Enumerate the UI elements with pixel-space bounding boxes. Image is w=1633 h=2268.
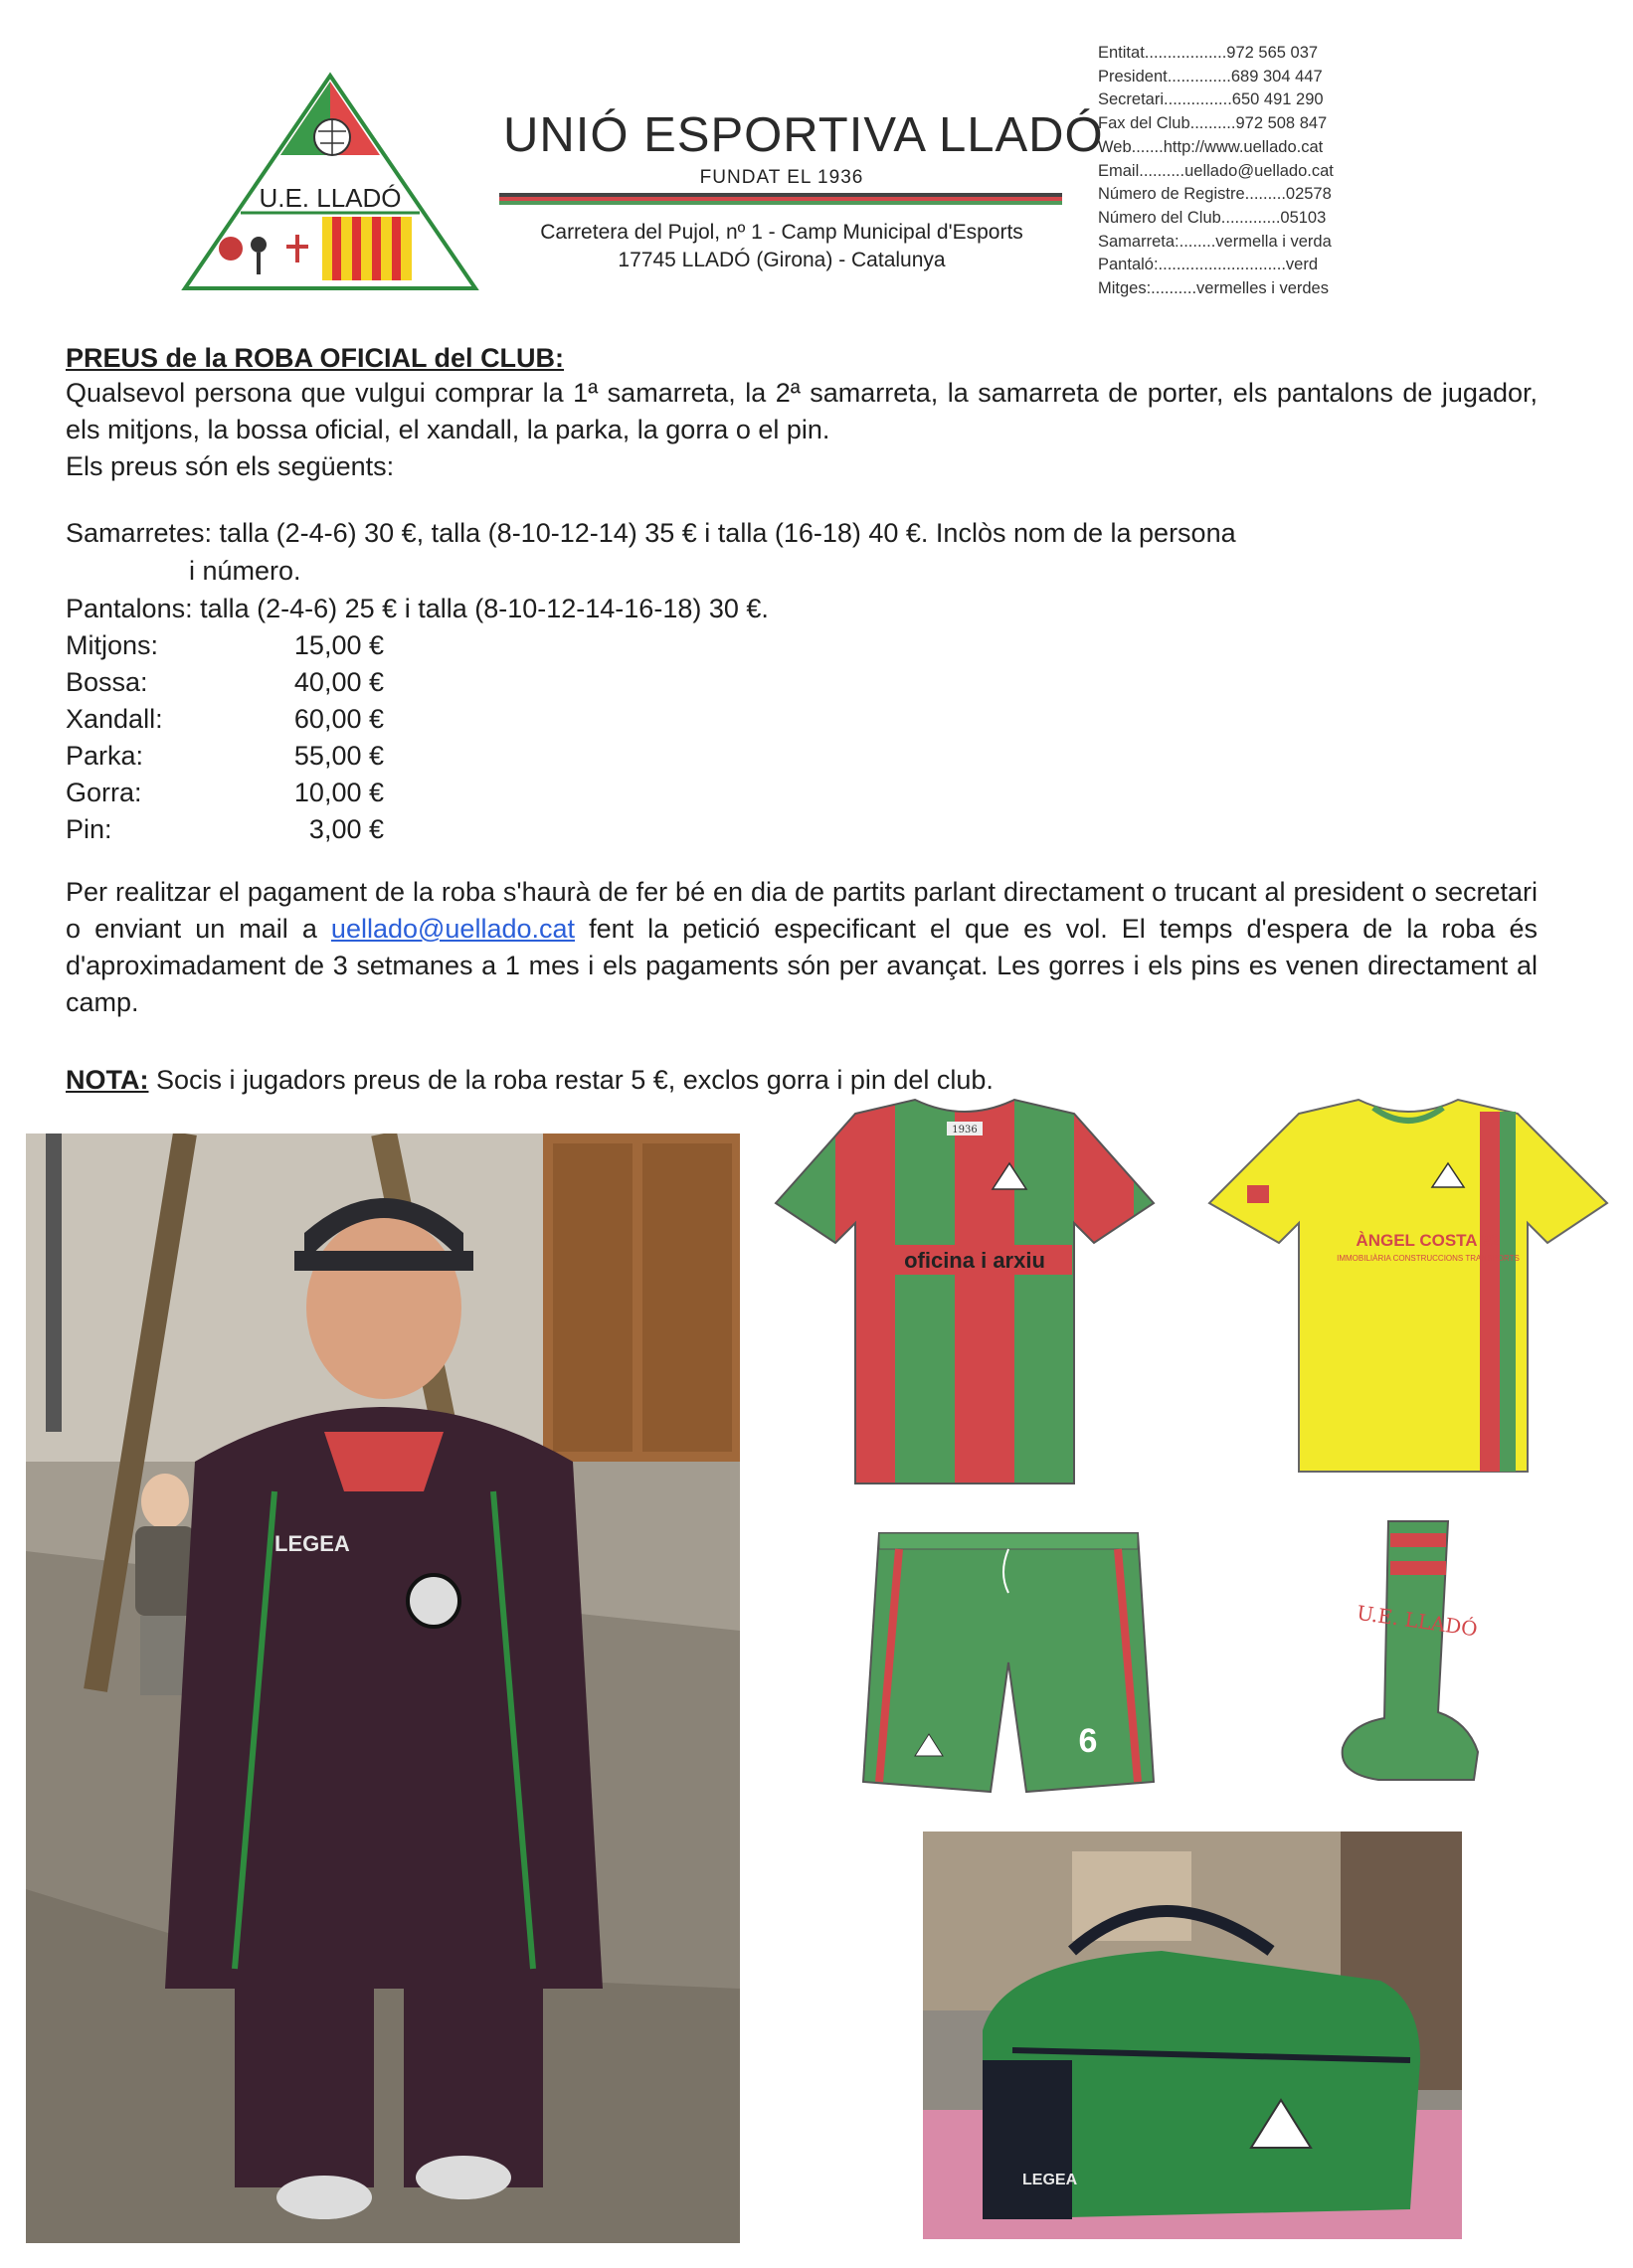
price-value: 15,00 €	[293, 630, 384, 660]
price-label: Mitjons:	[66, 630, 159, 660]
address-line-2: 17745 LLADÓ (Girona) - Catalunya	[618, 249, 946, 271]
price-shirts: Samarretes: talla (2-4-6) 30 €, talla (8-10-12-14) 35 € i talla (16-18) 40 €. Inclòs nom de la persona	[66, 518, 1236, 548]
intro-paragraph: Qualsevol persona que vulgui comprar la 1ª samarreta, la 2ª samarreta, la samarreta de porter, els pantalons de jugador, els mitjons, la bossa oficial, el xandall, la parka, la gorra o el pin.	[66, 378, 1538, 444]
home-shirt-sponsor: oficina i arxiu	[904, 1248, 1045, 1273]
email-link[interactable]: uellado@uellado.cat	[330, 914, 576, 944]
shorts-image	[859, 1503, 1158, 1816]
away-shirt-image	[1199, 1094, 1617, 1491]
price-label: Bossa:	[66, 667, 148, 697]
page-heading: PREUS de la ROBA OFICIAL del CLUB:	[66, 343, 565, 373]
note-label: NOTA:	[66, 1065, 149, 1095]
sock-label: U.E. LLADÓ	[1355, 1600, 1480, 1642]
shorts-number: 6	[1078, 1722, 1098, 1760]
price-value: 55,00 €	[293, 741, 384, 771]
address-line-1: Carretera del Pujol, nº 1 - Camp Municipal d'Esports	[540, 221, 1023, 244]
info-line: President..............689 304 447	[1098, 67, 1323, 86]
club-name: UNIÓ ESPORTIVA LLADÓ	[503, 108, 1104, 162]
info-line: Samarreta:........vermella i verda	[1098, 232, 1332, 251]
price-shirts-continued: i número.	[189, 556, 301, 586]
shirt-year-label: 1936	[952, 1125, 978, 1135]
price-item	[66, 664, 384, 701]
club-color-stripe	[499, 193, 1062, 205]
price-label: Pin:	[66, 814, 112, 844]
price-item	[66, 811, 384, 848]
price-value: 3,00 €	[308, 814, 384, 844]
logo-text: U.E. LLADÓ	[259, 183, 402, 213]
price-item	[66, 738, 384, 775]
note-text: Socis i jugadors preus de la roba restar 5 €, exclos gorra i pin del club.	[148, 1065, 994, 1095]
price-shorts: Pantalons: talla (2-4-6) 25 € i talla (8-10-12-14-16-18) 30 €.	[66, 594, 769, 623]
info-line: Fax del Club..........972 508 847	[1098, 114, 1328, 133]
jacket-brand: LEGEA	[274, 1531, 350, 1556]
price-value: 40,00 €	[293, 667, 384, 697]
price-label: Parka:	[66, 741, 144, 771]
home-shirt-image	[766, 1094, 1164, 1491]
info-line: Número de Registre.........02578	[1098, 185, 1332, 204]
intro-prices-line: Els preus són els següents:	[66, 451, 395, 481]
info-line: Web.......http://www.uellado.cat	[1098, 137, 1324, 156]
price-value: 60,00 €	[293, 704, 384, 734]
contact-info	[1098, 42, 1396, 301]
price-label: Gorra:	[66, 778, 142, 807]
price-item	[66, 775, 384, 811]
bag-photo	[923, 1832, 1462, 2239]
price-label: Xandall:	[66, 704, 163, 734]
info-line: Pantaló:............................verd	[1098, 256, 1319, 274]
club-logo	[181, 72, 479, 292]
away-shirt-sponsor-sub: IMMOBILIÀRIA CONSTRUCCIONS TRANSPORTS	[1337, 1254, 1520, 1263]
price-item	[66, 627, 384, 664]
info-line: Secretari...............650 491 290	[1098, 90, 1324, 109]
founded-label: FUNDAT EL 1936	[699, 167, 864, 188]
price-item	[66, 701, 384, 738]
info-line: Número del Club.............05103	[1098, 208, 1327, 227]
info-line: Entitat..................972 565 037	[1098, 44, 1319, 62]
tracksuit-photo	[26, 1134, 740, 2243]
info-line: Mitges:..........vermelles i verdes	[1098, 279, 1329, 298]
away-shirt-sponsor: ÀNGEL COSTA 92	[1356, 1231, 1501, 1250]
payment-text: Per realitzar el pagament de la roba s'haurà de fer bé en dia de partits parlant directament o trucant al president o secretari o enviant un mail a	[66, 877, 1538, 944]
payment-paragraph	[66, 874, 1538, 1021]
payment-text-end: fent la petició especificant el que es vol. El temps d'espera de la roba és d'aproximadament de 3 setmanes a 1 mes i els pagaments són per avançat. Les gorres i els pins es venen directament al camp.	[66, 914, 1539, 1017]
price-value: 10,00 €	[293, 778, 384, 807]
info-line: Email..........uellado@uellado.cat	[1098, 161, 1334, 180]
bag-brand: LEGEA	[1022, 2172, 1078, 2188]
sock-image	[1299, 1513, 1498, 1812]
